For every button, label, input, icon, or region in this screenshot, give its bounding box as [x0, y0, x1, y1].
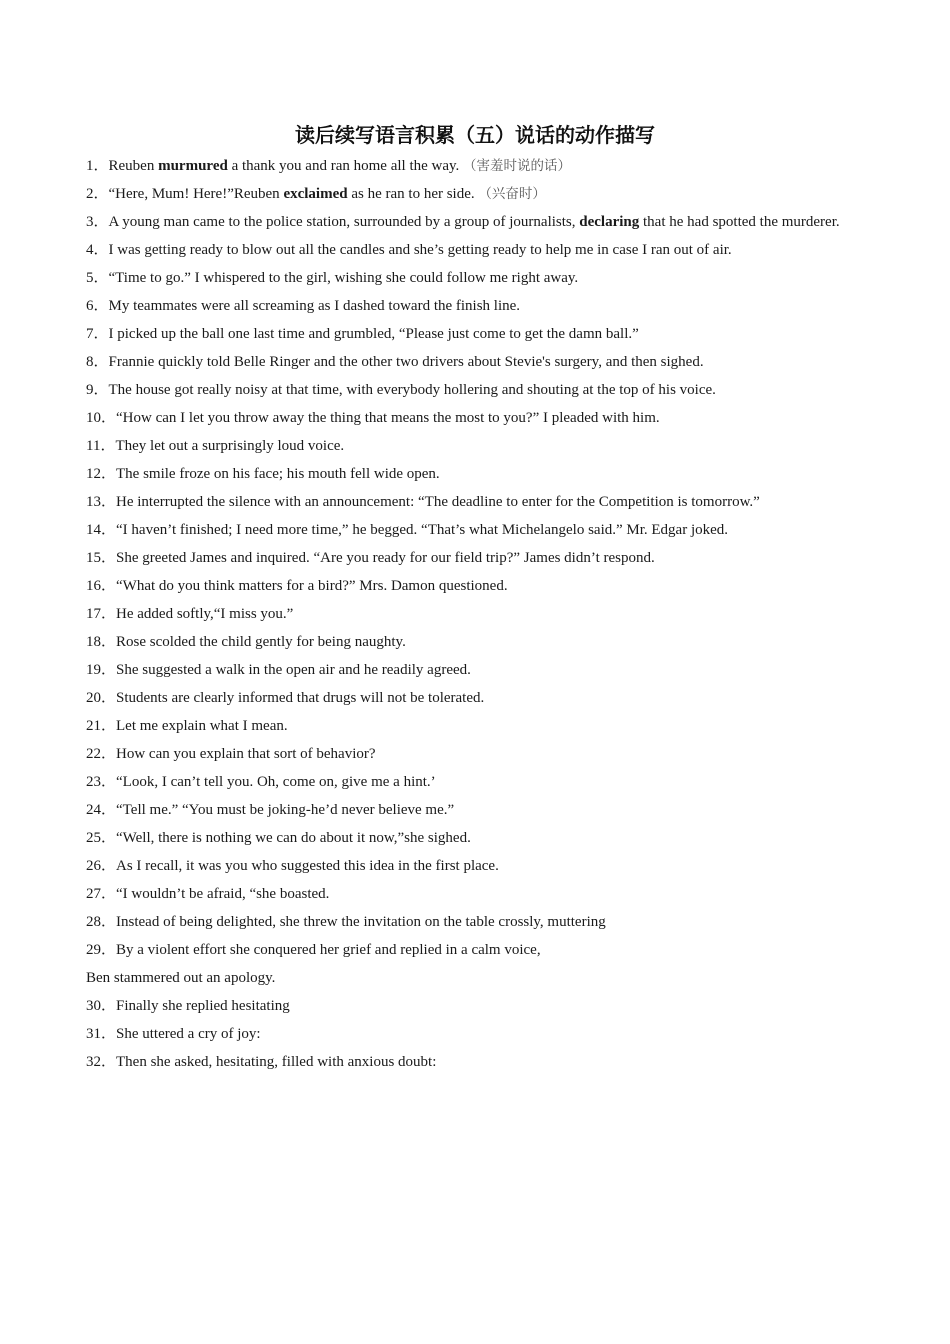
item-number: 3． [86, 214, 109, 230]
item-number: 14． [86, 522, 117, 538]
item-number: 6． [86, 298, 109, 314]
list-item [86, 964, 864, 992]
item-keyword: exclaimed [283, 186, 348, 202]
list-item [86, 376, 864, 404]
list-item [86, 852, 864, 880]
item-text-pre: By a violent effort she conquered her grief and replied in a calm voice, [116, 942, 541, 958]
item-number: 16． [86, 578, 117, 594]
item-text-pre: Reuben [108, 158, 159, 174]
item-text-pre: I was getting ready to blow out all the candles and she’s getting ready to help me in case I ran out of air. [108, 242, 732, 258]
item-number: 25． [86, 830, 117, 846]
item-number: 20． [86, 690, 117, 706]
item-text-pre: Instead of being delighted, she threw the invitation on the table crossly, muttering [116, 914, 606, 930]
document-page [86, 118, 864, 1076]
item-number: 19． [86, 662, 117, 678]
list-item [86, 712, 864, 740]
item-number: 10． [86, 410, 117, 426]
list-item [86, 180, 864, 208]
list-item [86, 208, 864, 236]
item-text-pre: Then she asked, hesitating, filled with anxious doubt: [116, 1054, 437, 1070]
item-text-pre: The smile froze on his face; his mouth fell wide open. [116, 466, 440, 482]
item-text-post: that he had spotted the murderer. [639, 214, 840, 230]
item-number: 31． [86, 1026, 117, 1042]
list-item [86, 320, 864, 348]
item-number: 32． [86, 1054, 117, 1070]
item-keyword: murmured [158, 158, 228, 174]
item-number: 18． [86, 634, 117, 650]
list-item [86, 656, 864, 684]
item-text-pre: Finally she replied hesitating [116, 998, 290, 1014]
item-text-pre: They let out a surprisingly loud voice. [115, 438, 345, 454]
sentence-list [86, 152, 864, 1076]
item-text-pre: The house got really noisy at that time, with everybody hollering and shouting at the top of his voice. [108, 382, 716, 398]
document-title: 读后续写语言积累（五）说话的动作描写 [295, 123, 655, 147]
list-item [86, 796, 864, 824]
list-item [86, 740, 864, 768]
item-keyword: declaring [579, 214, 640, 230]
list-item [86, 404, 864, 432]
list-item [86, 292, 864, 320]
item-number: 8． [86, 354, 109, 370]
list-item [86, 236, 864, 264]
item-text-pre: “I wouldn’t be afraid, “she boasted. [116, 886, 330, 902]
item-text-pre: “Tell me.” “You must be joking-he’d never believe me.” [116, 802, 455, 818]
item-text-pre: “How can I let you throw away the thing that means the most to you?” I pleaded with him. [116, 410, 660, 426]
list-item [86, 1048, 864, 1076]
item-text-pre: She suggested a walk in the open air and he readily agreed. [116, 662, 471, 678]
list-item [86, 264, 864, 292]
list-item [86, 880, 864, 908]
item-text-pre: She greeted James and inquired. “Are you ready for our field trip?” James didn’t respond. [116, 550, 655, 566]
list-item [86, 460, 864, 488]
item-text-pre: “Time to go.” I whispered to the girl, wishing she could follow me right away. [108, 270, 579, 286]
item-number: 26． [86, 858, 117, 874]
item-number: 12． [86, 466, 117, 482]
list-item [86, 516, 864, 544]
item-number: 24． [86, 802, 117, 818]
item-text-pre: Let me explain what I mean. [116, 718, 288, 734]
list-item [86, 572, 864, 600]
item-text-pre: “What do you think matters for a bird?” Mrs. Damon questioned. [116, 578, 508, 594]
list-item [86, 628, 864, 656]
list-item [86, 684, 864, 712]
item-text-pre: “Here, Mum! Here!”Reuben [108, 186, 284, 202]
item-number: 7． [86, 326, 109, 342]
item-number: 1． [86, 158, 109, 174]
item-number: 22． [86, 746, 117, 762]
item-text-pre: He added softly,“I miss you.” [116, 606, 294, 622]
item-text-pre: I picked up the ball one last time and grumbled, “Please just come to get the damn ball.” [108, 326, 639, 342]
item-number: 30． [86, 998, 117, 1014]
item-number: 17． [86, 606, 117, 622]
item-number: 9． [86, 382, 109, 398]
item-text-post: a thank you and ran home all the way. [227, 158, 464, 174]
item-number: 28． [86, 914, 117, 930]
item-text-pre: A young man came to the police station, surrounded by a group of journalists, [108, 214, 580, 230]
item-text-pre: “Look, I can’t tell you. Oh, come on, give me a hint.’ [116, 774, 436, 790]
list-item [86, 432, 864, 460]
list-item [86, 908, 864, 936]
list-item [86, 348, 864, 376]
item-text-pre: As I recall, it was you who suggested this idea in the first place. [116, 858, 499, 874]
item-text-pre: Students are clearly informed that drugs will not be tolerated. [116, 690, 485, 706]
item-number: 2． [86, 186, 109, 202]
item-note: （兴奋时） [478, 186, 546, 202]
item-text-post: as he ran to her side. [347, 186, 479, 202]
item-text-pre: He interrupted the silence with an announcement: “The deadline to enter for the Competition is tomorrow.” [116, 494, 760, 510]
list-item [86, 488, 864, 516]
list-item [86, 824, 864, 852]
list-item [86, 152, 864, 180]
item-text-pre: Ben stammered out an apology. [86, 970, 276, 986]
list-item [86, 1020, 864, 1048]
list-item [86, 992, 864, 1020]
item-text-pre: My teammates were all screaming as I dashed toward the finish line. [108, 298, 521, 314]
item-number: 5． [86, 270, 109, 286]
list-item [86, 936, 864, 964]
item-number: 4． [86, 242, 109, 258]
list-item [86, 768, 864, 796]
list-item [86, 544, 864, 572]
item-number: 27． [86, 886, 117, 902]
item-text-pre: “Well, there is nothing we can do about it now,”she sighed. [116, 830, 471, 846]
item-number: 21． [86, 718, 117, 734]
item-text-pre: Rose scolded the child gently for being naughty. [116, 634, 406, 650]
item-number: 23． [86, 774, 117, 790]
item-text-pre: How can you explain that sort of behavior? [116, 746, 376, 762]
item-number: 15． [86, 550, 117, 566]
item-text-pre: “I haven’t finished; I need more time,” he begged. “That’s what Michelangelo said.” Mr. Edgar joked. [116, 522, 729, 538]
item-number: 29． [86, 942, 117, 958]
list-item [86, 600, 864, 628]
item-note: （害羞时说的话） [463, 158, 572, 174]
item-text-pre: She uttered a cry of joy: [116, 1026, 261, 1042]
item-text-pre: Frannie quickly told Belle Ringer and the other two drivers about Stevie's surgery, and then sighed. [108, 354, 704, 370]
item-number: 11． [86, 438, 116, 454]
item-number: 13． [86, 494, 117, 510]
